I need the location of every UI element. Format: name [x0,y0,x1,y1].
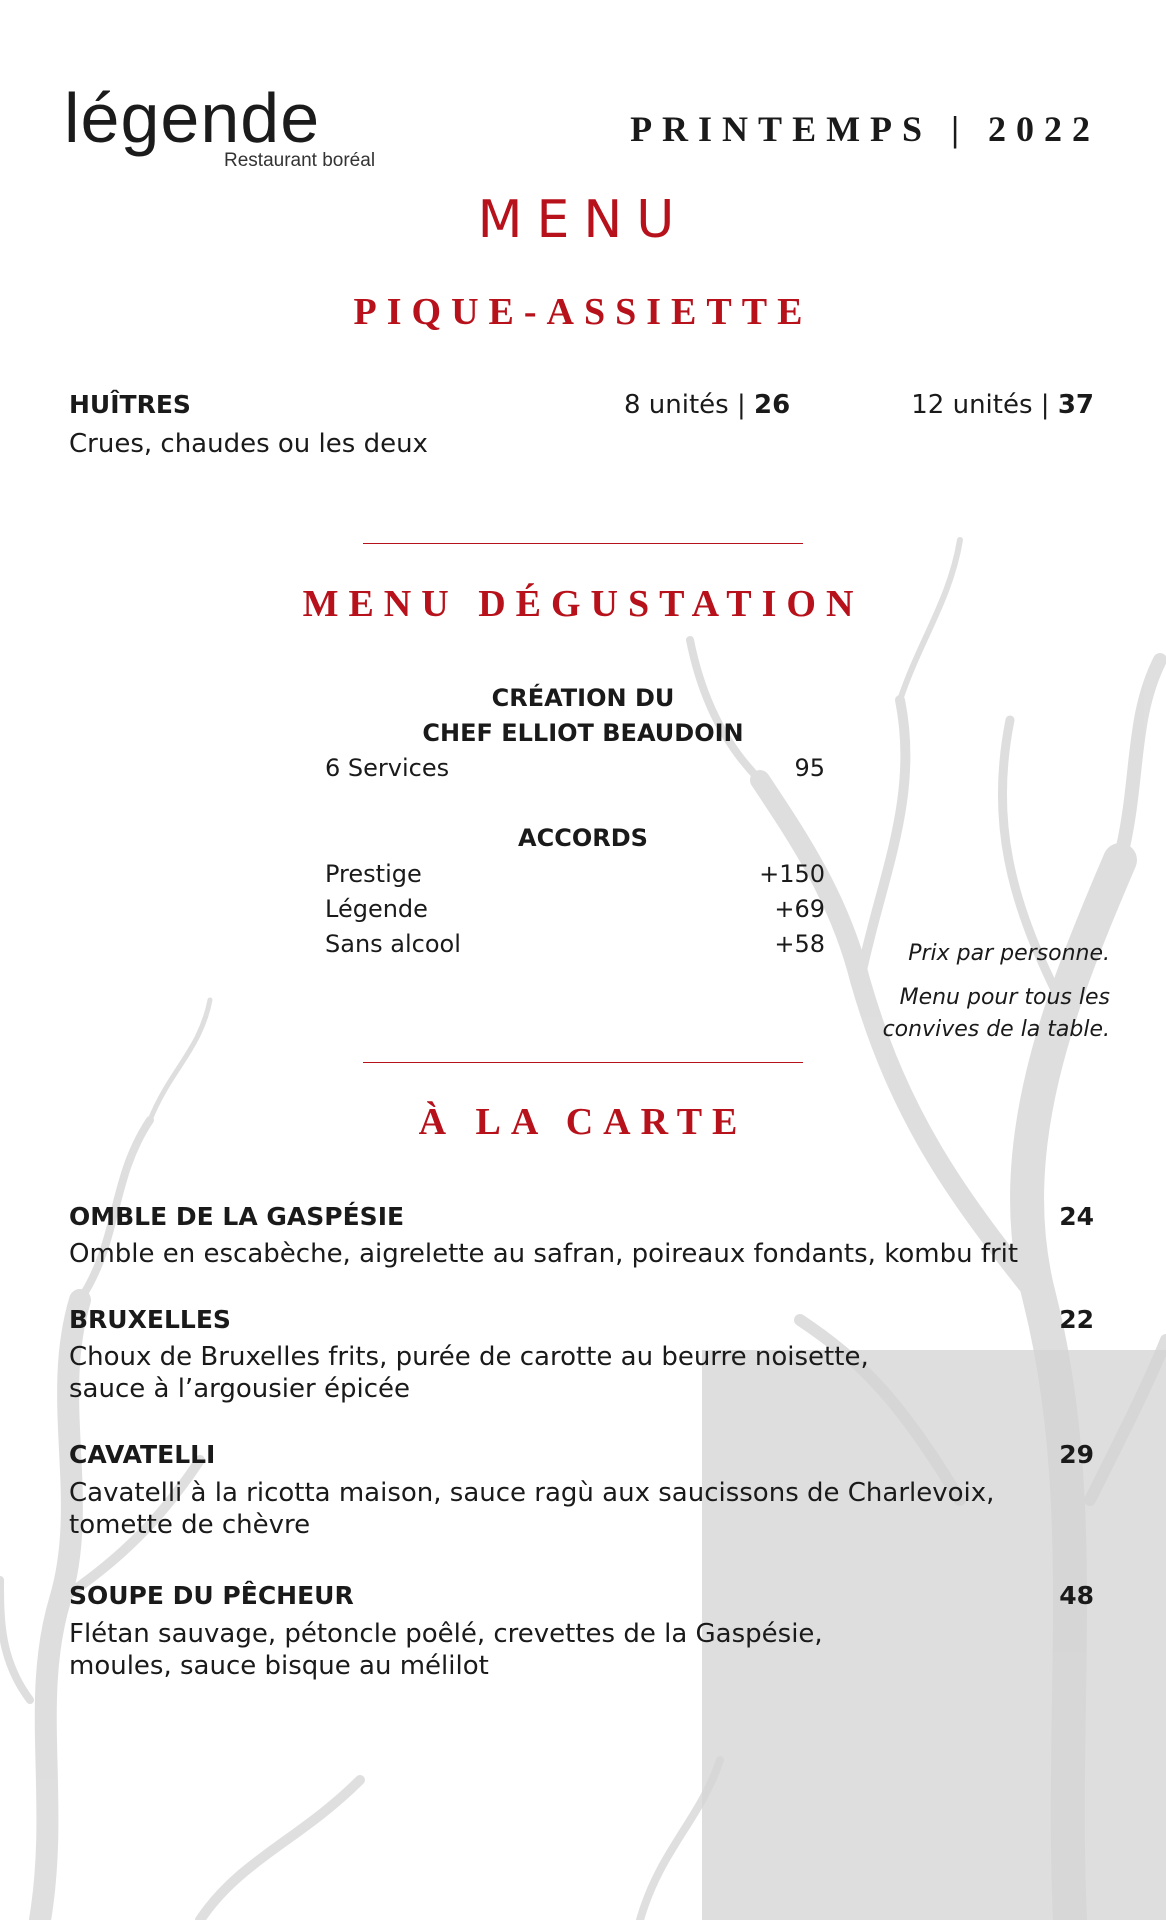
item-name-huitres: HUÎTRES [69,390,191,419]
carte-item-description: moules, sauce bisque au mélilot [69,1651,489,1681]
huitres-option-8 [624,390,790,420]
section-divider [363,543,803,544]
section-title-degustation: MENU DÉGUSTATION [302,583,864,625]
creation-line-2: CHEF ELLIOT BEAUDOIN [422,719,744,747]
carte-item-description: tomette de chèvre [69,1510,311,1540]
option-price: 26 [754,390,791,420]
accord-label: Sans alcool [325,930,461,958]
option-label: 8 unités | [624,390,746,420]
accord-price: +58 [774,930,825,958]
carte-item-price: 48 [1059,1581,1094,1610]
option-label: 12 unités | [911,390,1050,420]
carte-item-price: 29 [1059,1440,1094,1469]
page-title: MENU [477,190,689,250]
services-label: 6 Services [325,754,450,782]
accord-label: Légende [325,895,428,923]
carte-item-price: 22 [1059,1305,1094,1334]
accords-title: ACCORDS [518,824,648,852]
logo-tagline: Restaurant boréal [224,150,376,171]
section-title-a-la-carte: À LA CARTE [418,1101,748,1143]
carte-item-price: 24 [1059,1202,1094,1231]
carte-item-name: BRUXELLES [69,1305,231,1334]
note-price-per-person: Prix par personne. [908,941,1110,966]
carte-item-name: CAVATELLI [69,1440,216,1469]
note-table-line-1: Menu pour tous les [899,985,1110,1010]
season-label: PRINTEMPS | 2022 [630,109,1100,149]
creation-line-1: CRÉATION DU [491,684,675,712]
carte-item-description: Choux de Bruxelles frits, purée de carotte au beurre noisette, [69,1342,869,1372]
restaurant-logo [64,78,404,178]
carte-item-name: OMBLE DE LA GASPÉSIE [69,1202,405,1231]
accord-label: Prestige [325,860,422,888]
accord-price: +69 [774,895,825,923]
note-table-line-2: convives de la table. [882,1017,1110,1042]
services-price: 95 [794,754,825,782]
accord-price: +150 [759,860,825,888]
carte-item-description: sauce à l’argousier épicée [69,1374,410,1404]
option-price: 37 [1057,390,1094,420]
section-divider [363,1062,803,1063]
carte-item-name: SOUPE DU PÊCHEUR [69,1581,354,1610]
carte-item-description: Omble en escabèche, aigrelette au safran, poireaux fondants, kombu frit [69,1239,1019,1269]
logo-wordmark: légende [64,79,321,157]
section-title-pique-assiette: PIQUE-ASSIETTE [353,291,813,333]
huitres-option-12 [911,390,1094,420]
carte-item-description: Flétan sauvage, pétoncle poêlé, crevettes de la Gaspésie, [69,1619,823,1649]
carte-item-description: Cavatelli à la ricotta maison, sauce ragù aux saucissons de Charlevoix, [69,1478,995,1508]
item-description-huitres: Crues, chaudes ou les deux [69,429,428,459]
